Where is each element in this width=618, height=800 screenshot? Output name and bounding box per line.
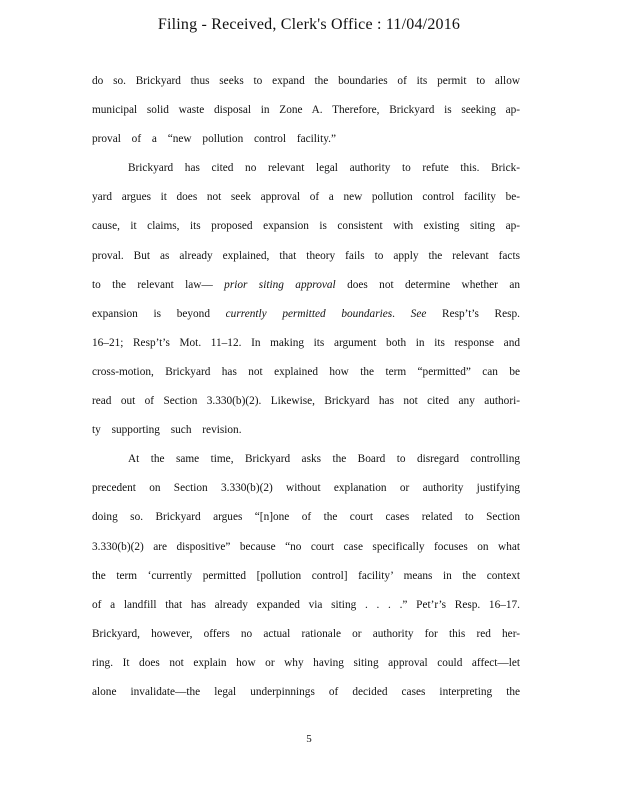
text-line: precedent on Section 3.330(b)(2) without explanation or authority justifying: [92, 482, 520, 495]
see-signal: See: [410, 307, 427, 320]
text-line: Brickyard, however, offers no actual rationale or authority for this red her-: [92, 627, 520, 640]
text-line: of a landfill that has already expanded via siting . . . .” Pet’r’s Resp. 16–17.: [92, 598, 520, 611]
text-segment: to the relevant law—: [92, 278, 213, 291]
text-line: alone invalidate—the legal underpinnings of decided cases interpreting the: [92, 685, 520, 698]
text-line: yard argues it does not seek approval of a new pollution control facility be-: [92, 191, 520, 204]
text-line: cross-motion, Brickyard has not explained how the term “permitted” can be: [92, 365, 520, 378]
body-text: [92, 70, 520, 710]
text-line: proval. But as already explained, that theory fails to apply the relevant facts: [92, 249, 520, 262]
text-segment: .: [392, 307, 411, 320]
text-line: the term ‘currently permitted [pollution control] facility’ means in the context: [92, 569, 520, 582]
text-line: [92, 303, 520, 332]
text-segment: Resp’t’s Resp.: [426, 307, 520, 320]
filing-header: Filing - Received, Clerk's Office : 11/04/2016: [157, 16, 461, 33]
text-line: do so. Brickyard thus seeks to expand the boundaries of its permit to allow: [92, 75, 520, 87]
text-line: read out of Section 3.330(b)(2). Likewise, Brickyard has not cited any authori-: [92, 395, 520, 408]
text-line: proval of a “new pollution control facility.”: [92, 133, 336, 146]
italic-phrase: currently permitted boundaries: [225, 307, 393, 320]
text-line: [92, 274, 520, 303]
page-number: 5: [306, 733, 312, 745]
text-line: 3.330(b)(2) are dispositive” because “no court case specifically focuses on what: [92, 540, 520, 553]
italic-phrase: prior siting approval: [224, 278, 336, 291]
text-line: municipal solid waste disposal in Zone A. Therefore, Brickyard is seeking ap-: [92, 104, 520, 117]
text-line: ring. It does not explain how or why having siting approval could affect—let: [92, 656, 520, 669]
text-segment: does not determine whether an: [335, 278, 520, 291]
text-line: doing so. Brickyard argues “[n]one of the court cases related to Section: [92, 511, 520, 524]
text-segment: expansion is beyond: [92, 307, 210, 320]
text-line: cause, it claims, its proposed expansion is consistent with existing siting ap-: [92, 220, 520, 233]
text-line: At the same time, Brickyard asks the Board to disregard controlling: [128, 453, 520, 466]
text-line: ty supporting such revision.: [92, 424, 242, 437]
text-line: Brickyard has cited no relevant legal authority to refute this. Brick-: [128, 162, 520, 175]
text-line: 16–21; Resp’t’s Mot. 11–12. In making its argument both in its response and: [92, 336, 520, 349]
